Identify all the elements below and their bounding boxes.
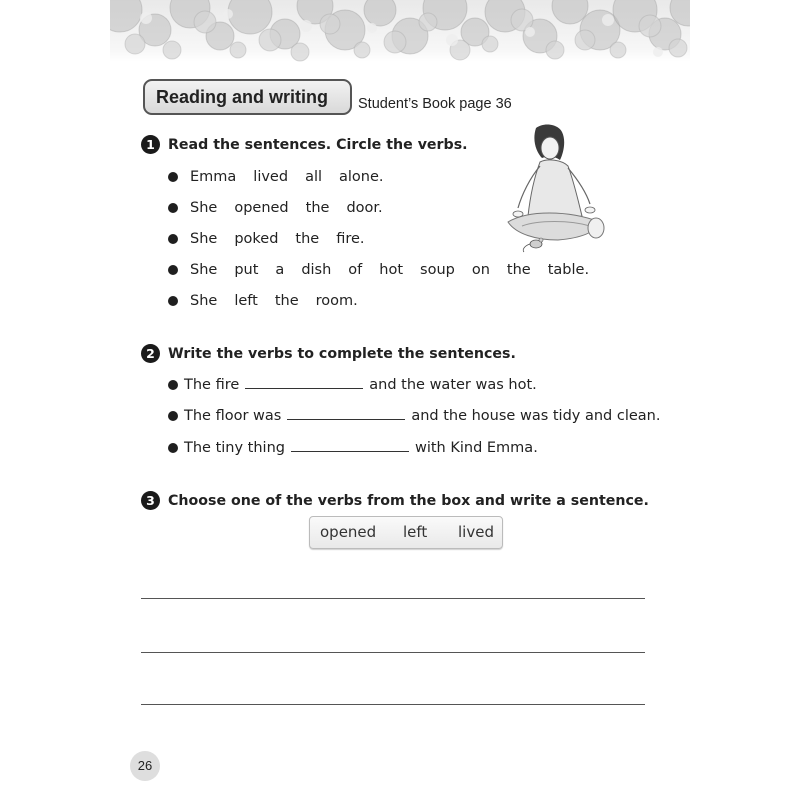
word[interactable]: lived <box>253 169 289 185</box>
sentence-words <box>190 197 400 219</box>
verb-word-box <box>309 516 503 549</box>
word[interactable]: She <box>190 293 218 309</box>
exercise-number-badge: 2 <box>141 344 160 363</box>
exercise-number-badge: 1 <box>141 135 160 154</box>
word-box-verb: opened <box>320 523 377 541</box>
page-number: 26 <box>130 751 160 781</box>
bullet-icon <box>168 443 178 453</box>
writing-line[interactable] <box>141 704 645 705</box>
sentence-words <box>190 228 382 250</box>
word[interactable]: on <box>471 262 490 278</box>
word[interactable]: opened <box>234 200 289 216</box>
bullet-icon <box>168 265 178 275</box>
sentence-end: and the house was tidy and clean. <box>411 408 661 424</box>
word[interactable]: table. <box>547 262 590 278</box>
bullet-icon <box>168 411 178 421</box>
word-box-verb: lived <box>458 523 494 541</box>
exercise-instruction: Choose one of the verbs from the box and write a sentence. <box>168 493 649 509</box>
workbook-page <box>110 0 690 800</box>
word[interactable]: the <box>506 262 531 278</box>
word[interactable]: poked <box>234 231 279 247</box>
word[interactable]: door. <box>346 200 383 216</box>
word[interactable]: left <box>234 293 258 309</box>
word[interactable]: fire. <box>336 231 365 247</box>
bullet-icon <box>168 172 178 182</box>
bullet-icon <box>168 380 178 390</box>
sentence-words <box>190 290 375 312</box>
word[interactable]: hot <box>379 262 404 278</box>
answer-blank[interactable] <box>291 437 409 452</box>
sentence-end: with Kind Emma. <box>414 440 538 456</box>
bullet-icon <box>168 234 178 244</box>
girl-kneeling-with-mouse-illustration <box>478 122 610 256</box>
word[interactable]: Emma <box>190 169 237 185</box>
word[interactable]: alone. <box>339 169 384 185</box>
word[interactable]: all <box>305 169 323 185</box>
students-book-reference: Student’s Book page 36 <box>358 96 512 112</box>
exercise-instruction: Write the verbs to complete the sentences. <box>168 346 516 362</box>
word[interactable]: She <box>190 231 218 247</box>
exercise-number-badge: 3 <box>141 491 160 510</box>
sentence-start: The fire <box>184 377 240 393</box>
word[interactable]: the <box>305 200 330 216</box>
writing-line[interactable] <box>141 652 645 653</box>
decorative-bubble-banner <box>110 0 690 62</box>
bubbles-graphic <box>110 0 690 62</box>
answer-blank[interactable] <box>245 374 363 389</box>
word-box-verb: left <box>403 523 428 541</box>
word[interactable]: dish <box>301 262 332 278</box>
sentence-words <box>190 166 401 188</box>
exercise-instruction: Read the sentences. Circle the verbs. <box>168 137 468 153</box>
word[interactable]: of <box>348 262 363 278</box>
word[interactable]: a <box>275 262 285 278</box>
writing-line[interactable] <box>141 598 645 599</box>
word[interactable]: soup <box>420 262 455 278</box>
word[interactable]: She <box>190 262 218 278</box>
section-title: Reading and writing <box>143 79 352 115</box>
sentence-start: The floor was <box>184 408 282 424</box>
word[interactable]: room. <box>315 293 358 309</box>
sentence-words <box>190 259 606 281</box>
sentence-start: The tiny thing <box>184 440 285 456</box>
sentence-end: and the water was hot. <box>369 377 537 393</box>
bullet-icon <box>168 203 178 213</box>
word[interactable]: the <box>274 293 299 309</box>
word[interactable]: the <box>295 231 320 247</box>
bullet-icon <box>168 296 178 306</box>
answer-blank[interactable] <box>287 405 405 420</box>
word[interactable]: She <box>190 200 218 216</box>
word[interactable]: put <box>234 262 259 278</box>
